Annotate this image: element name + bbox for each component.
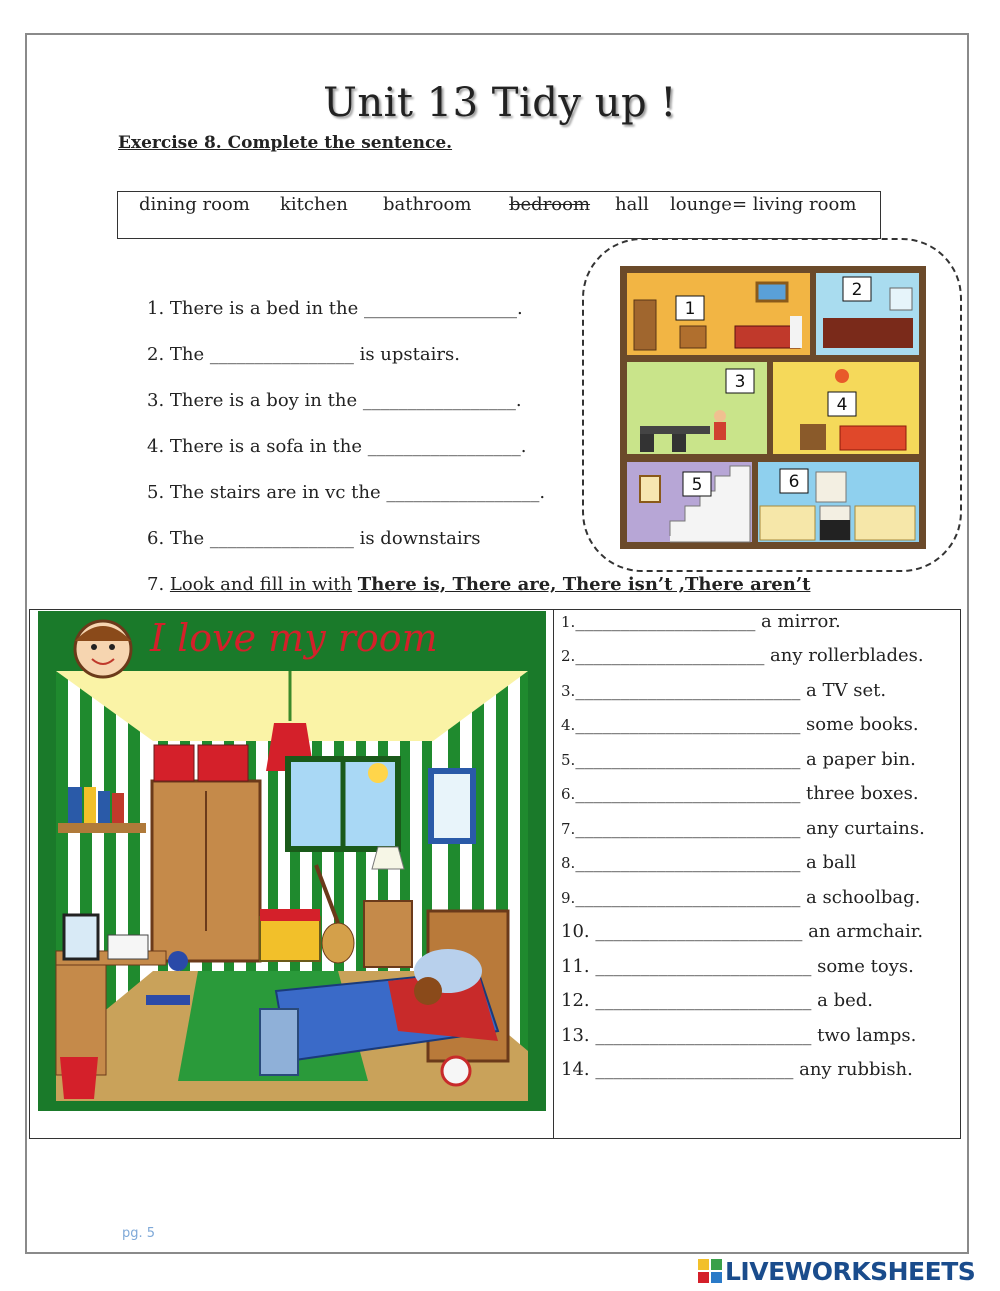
fill-blank[interactable]: _________________________ (575, 818, 801, 839)
question-7-options: There is, There are, There isn’t ,There aren’t (357, 574, 811, 595)
word-bank-item: lounge= living room (670, 194, 857, 215)
fill-blank[interactable]: _________________________ (575, 887, 801, 908)
question-5: 5. The stairs are in vc the _________________. (147, 482, 546, 503)
question-7-prefix: Look and fill in with (169, 574, 353, 595)
question-2: 2. The ________________ is upstairs. (147, 344, 460, 365)
fill-blank[interactable]: _________________________ (575, 680, 801, 701)
fill-item-14: 14. ______________________ any rubbish. (561, 1059, 913, 1080)
word-bank (117, 191, 881, 239)
word-bank-item: hall (615, 194, 649, 215)
word-bank-item: bathroom (383, 194, 472, 215)
fill-item-5: 5._________________________ a paper bin. (561, 749, 916, 770)
liveworksheets-logo (697, 1256, 975, 1286)
word-bank-item: kitchen (280, 194, 348, 215)
house-label-1: 1 (684, 299, 696, 319)
question-4: 4. There is a sofa in the _________________. (147, 436, 527, 457)
brand-name: LIVEWORKSHEETS (725, 1256, 976, 1286)
fill-item-2: 2._____________________ any rollerblades. (561, 645, 924, 666)
question-1: 1. There is a bed in the _________________. (147, 298, 523, 319)
fill-blank[interactable]: _______________________ (595, 921, 803, 942)
question-7-number: 7. (147, 574, 165, 595)
question-7 (147, 574, 810, 595)
fill-item-7: 7._________________________ any curtains. (561, 818, 925, 839)
room-picture-title: I love my room (150, 616, 438, 660)
fill-blank[interactable]: _________________________ (575, 783, 801, 804)
table-divider (553, 609, 554, 1139)
room-picture (38, 611, 546, 1111)
fill-item-9: 9._________________________ a schoolbag. (561, 887, 921, 908)
fill-item-3: 3._________________________ a TV set. (561, 680, 887, 701)
fill-blank[interactable]: ______________________ (595, 1059, 794, 1080)
fill-item-11: 11. ________________________ some toys. (561, 956, 914, 977)
fill-blank[interactable]: _____________________ (575, 645, 765, 666)
fill-item-10: 10. _______________________ an armchair. (561, 921, 924, 942)
fill-blank[interactable]: ________________________ (595, 1025, 812, 1046)
fill-blank[interactable]: ________________________ (595, 956, 812, 977)
question-3: 3. There is a boy in the _________________. (147, 390, 522, 411)
fill-item-8: 8._________________________ a ball (561, 852, 857, 873)
fill-blank[interactable]: _________________________ (575, 749, 801, 770)
exercise-heading: Exercise 8. Complete the sentence. (118, 133, 453, 153)
fill-item-6: 6._________________________ three boxes. (561, 783, 919, 804)
house-label-2: 2 (851, 280, 863, 300)
word-bank-item: dining room (139, 194, 250, 215)
liveworksheets-icon (697, 1258, 723, 1284)
house-label-5: 5 (691, 475, 703, 495)
house-label-3: 3 (734, 372, 746, 392)
question-6: 6. The ________________ is downstairs (147, 528, 481, 549)
fill-blank[interactable]: _________________________ (575, 852, 801, 873)
house-picture (620, 266, 926, 549)
word-bank-item-struck: bedroom (509, 194, 591, 215)
fill-blank[interactable]: ________________________ (595, 990, 812, 1011)
fill-item-4: 4._________________________ some books. (561, 714, 919, 735)
house-label-6: 6 (788, 472, 800, 492)
fill-blank[interactable]: _________________________ (575, 714, 801, 735)
fill-item-1: 1.____________________ a mirror. (561, 611, 841, 632)
fill-blank[interactable]: ____________________ (575, 611, 756, 632)
fill-item-13: 13. ________________________ two lamps. (561, 1025, 917, 1046)
fill-item-12: 12. ________________________ a bed. (561, 990, 873, 1011)
page-number: pg. 5 (122, 1226, 156, 1241)
page-title: Unit 13 Tidy up ! (323, 80, 677, 126)
house-label-4: 4 (836, 395, 848, 415)
